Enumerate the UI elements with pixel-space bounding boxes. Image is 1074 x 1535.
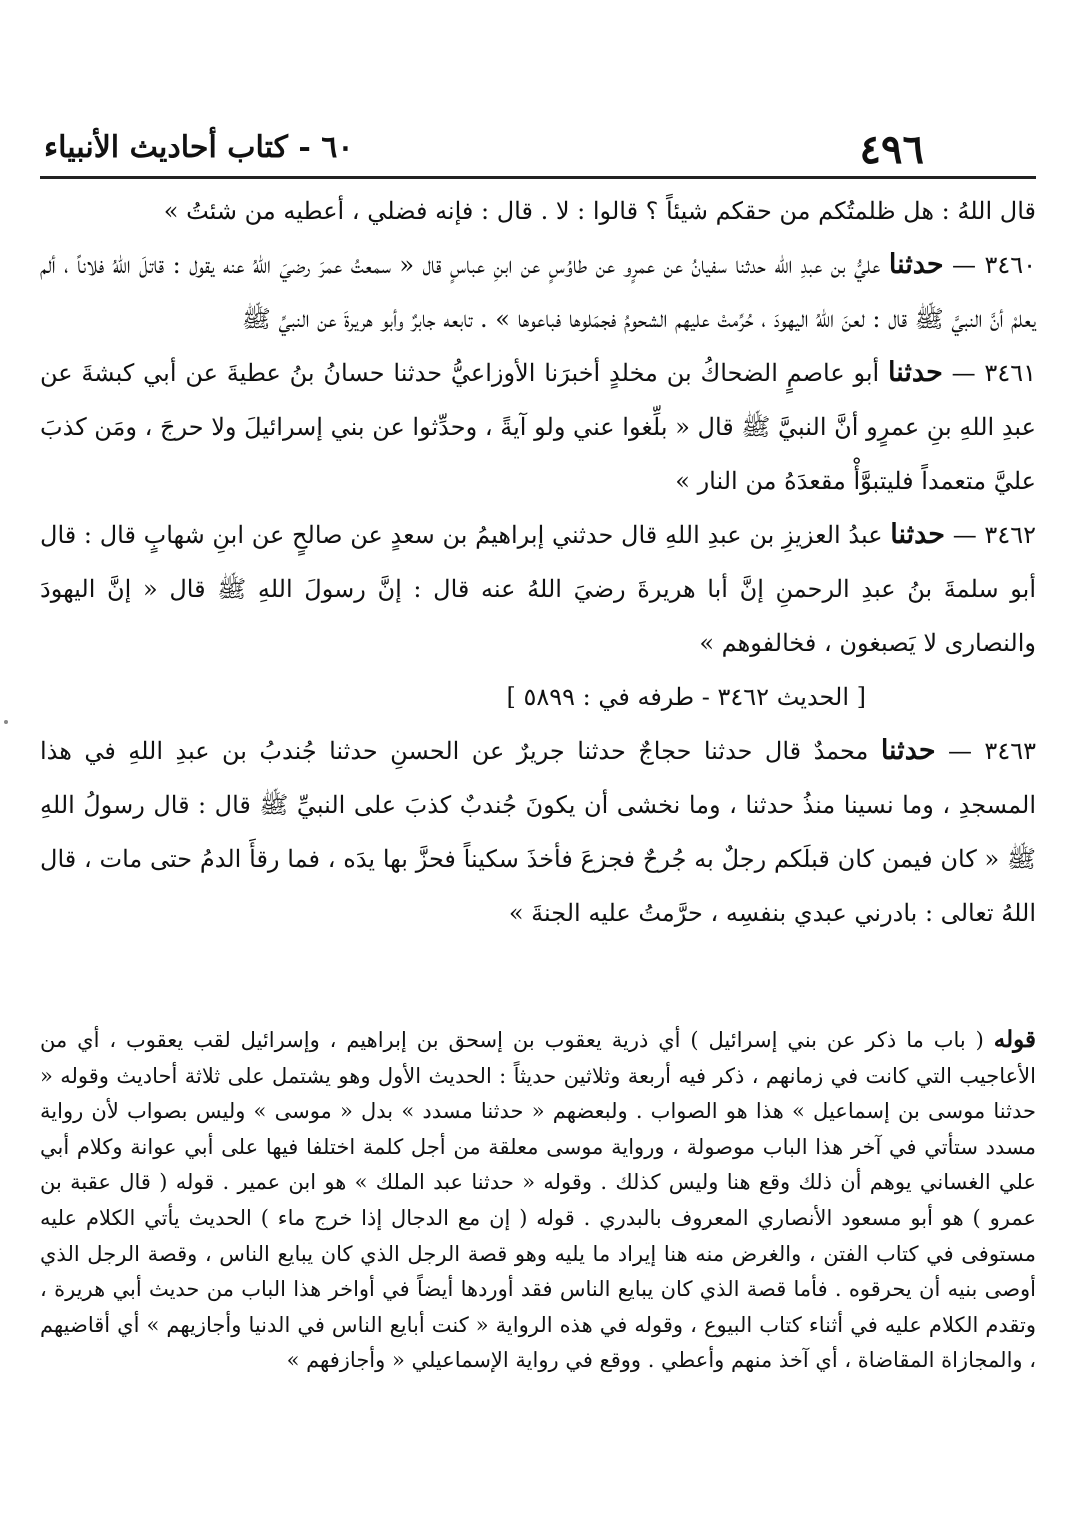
hadith-3460: ٣٤٦٠ — حدثنا عليُّ بن عبدِ الله حدثنا سفيانُ عن عمرٍو عن طاوُسٍ عن ابنِ عباسٍ قال « سمعتُ عمرَ رضيَ اللهُ عنه يقول : قاتلَ اللهُ فلاناً ، ألم يعلمْ أنَّ النبيَّ ﷺ قال : لعنَ اللهُ اليهودَ ، حُرِّمتْ عليهم الشحومُ فجمَلوها فباعوها » . تابعه جابرٌ وأبو هريرةَ عن النبيِّ ﷺ: [40, 249, 1036, 333]
haddathana-keyword: حدثنا: [888, 249, 944, 280]
running-title: ٦٠ - كتاب أحاديث الأنبياء: [44, 130, 354, 165]
hadith-text: أبو عاصمٍ الضحاكُ بن مخلدٍ أخبرَنا الأوزاعيُّ حدثنا حسانُ بنُ عطيةَ عن أبي كبشةَ عن عبدِ اللهِ بنِ عمرٍو أنَّ النبيَّ ﷺ قال « بلِّغوا عني ولو آيةً ، وحدِّثوا عن بني إسرائيلَ ولا حرجَ ، ومَن كذبَ عليَّ متعمداً فليتبوَّأْ مقعدَهُ من النار »: [40, 359, 1036, 495]
commentary-text: ( باب ما ذكر عن بني إسرائيل ) أي ذرية يعقوب بن إسحق بن إبراهيم ، وإسرائيل لقب يعقوب ، أي من الأعاجيب التي كانت في زمانهم ، ذكر فيه أربعة وثلاثين حديثاً : الحديث الأول وهو يشتمل على ثلاثة أحاديث وقوله « حدثنا موسى بن إسماعيل » هذا هو الصواب . ولبعضهم « حدثنا مسدد » بدل « موسى » وليس بصواب لأن رواية مسدد ستأتي في آخر هذا الباب موصولة ، ورواية موسى معلقة من أجل كلمة اختلفا فيها على أبي عوانة وكلام أبي علي الغساني يوهم أن ذلك وقع هنا وليس كذلك . وقوله « حدثنا عبد الملك » هو ابن عمير . قوله ( قال عقبة بن عمرو ) هو أبو مسعود الأنصاري المعروف بالبدري . قوله ( إن مع الدجال إذا خرج ماء ) الحديث يأتي الكلام عليه مستوفى في كتاب الفتن ، والغرض منه هنا إيراد ما يليه وهو قصة الرجل الذي كان يبايع الناس ، وقصة الرجل الذي أوصى بنيه أن يحرقوه . فأما قصة الذي كان يبايع الناس فقد أوردها أيضاً في أواخر هذا الباب من حديث أبي هريرة ، وتقدم الكلام عليه في أثناء كتاب البيوع ، وقوله في هذه الرواية « كنت أبايع الناس في الدنيا وأجازيهم » أي أقاضيهم ، والمجازاة المقاضاة ، أي آخذ منهم وأعطي . ووقع في رواية الإسماعيلي « وأجازفهم »: [40, 1028, 1036, 1373]
scan-mark: [4, 720, 8, 724]
hadith-number: ٣٤٦٣: [984, 737, 1036, 765]
opening-line: قال اللهُ : هل ظلمتُكم من حقكم شيئاً ؟ قالوا : لا . قال : فإنه فضلي ، أعطيه من شئتُ »: [163, 197, 1036, 225]
qawluhu-keyword: قوله: [993, 1026, 1036, 1053]
page-header: [40, 118, 1036, 176]
hadith-3463: ٣٤٦٣ — حدثنا محمدٌ قال حدثنا حجاجٌ حدثنا جريرٌ عن الحسنِ حدثنا جُندبُ بن عبدِ اللهِ في هذا المسجدِ ، وما نسينا منذُ حدثنا ، وما نخشى أن يكونَ جُندبٌ كذبَ على النبيِّ ﷺ قال : قال رسولُ اللهِ ﷺ « كان فيمن كان قبلَكم رجلٌ به جُرحٌ فجزعَ فأخذَ سكيناً فحزَّ بها يدَه ، فما رقأَ الدمُ حتى مات ، قال اللهُ تعالى : بادرني عبدي بنفسِه ، حرَّمتُ عليه الجنةَ »: [40, 735, 1036, 927]
hadith-number: ٣٤٦٠: [984, 251, 1036, 279]
haddathana-keyword: حدثنا: [890, 519, 946, 550]
page-number: ٤٩٦: [859, 126, 924, 173]
header-rule: [40, 176, 1036, 179]
hadith-section: [40, 184, 1036, 940]
hadith-text: محمدٌ قال حدثنا حجاجٌ حدثنا جريرٌ عن الحسنِ حدثنا جُندبُ بن عبدِ اللهِ في هذا المسجدِ ، وما نسينا منذُ حدثنا ، وما نخشى أن يكونَ جُندبٌ كذبَ على النبيِّ ﷺ قال : قال رسولُ اللهِ ﷺ « كان فيمن كان قبلَكم رجلٌ به جُرحٌ فجزعَ فأخذَ سكيناً فحزَّ بها يدَه ، فما رقأَ الدمُ حتى مات ، قال اللهُ تعالى : بادرني عبدي بنفسِه ، حرَّمتُ عليه الجنةَ »: [40, 737, 1036, 927]
hadith-number: ٣٤٦٢: [984, 521, 1036, 549]
haddathana-keyword: حدثنا: [888, 357, 943, 388]
hadith-3462: ٣٤٦٢ — حدثنا عبدُ العزيزِ بن عبدِ اللهِ قال حدثني إبراهيمُ بن سعدٍ عن صالحٍ عن ابنِ شهابٍ قال : قال أبو سلمةَ بنُ عبدِ الرحمنِ إنَّ أبا هريرةَ رضيَ اللهُ عنه قال : إنَّ رسولَ اللهِ ﷺ قال « إنَّ اليهودَ والنصارى لا يَصبغون ، فخالفوهم »: [40, 519, 1036, 657]
hadith-text: عليُّ بن عبدِ الله حدثنا سفيانُ عن عمرٍو عن طاوُسٍ عن ابنِ عباسٍ قال « سمعتُ عمرَ رضيَ اللهُ عنه يقول : قاتلَ اللهُ فلاناً ، ألم يعلمْ أنَّ النبيَّ ﷺ قال : لعنَ اللهُ اليهودَ ، حُرِّمتْ عليهم الشحومُ فجمَلوها فباعوها » . تابعه جابرٌ وأبو هريرةَ عن النبيِّ ﷺ: [40, 251, 1036, 333]
commentary-section: [40, 1022, 1036, 1379]
commentary-paragraph: [40, 1022, 1036, 1379]
hadith-text: عبدُ العزيزِ بن عبدِ اللهِ قال حدثني إبراهيمُ بن سعدٍ عن صالحٍ عن ابنِ شهابٍ قال : قال أبو سلمةَ بنُ عبدِ الرحمنِ إنَّ أبا هريرةَ رضيَ اللهُ عنه قال : إنَّ رسولَ اللهِ ﷺ قال « إنَّ اليهودَ والنصارى لا يَصبغون ، فخالفوهم »: [40, 521, 1036, 657]
haddathana-keyword: حدثنا: [880, 735, 936, 766]
hadith-number: ٣٤٦١: [984, 359, 1036, 387]
hadith-3461: ٣٤٦١ — حدثنا أبو عاصمٍ الضحاكُ بن مخلدٍ أخبرَنا الأوزاعيُّ حدثنا حسانُ بنُ عطيةَ عن أبي كبشةَ عن عبدِ اللهِ بنِ عمرٍو أنَّ النبيَّ ﷺ قال « بلِّغوا عني ولو آيةً ، وحدِّثوا عن بني إسرائيلَ ولا حرجَ ، ومَن كذبَ عليَّ متعمداً فليتبوَّأْ مقعدَهُ من النار »: [40, 357, 1036, 495]
hadith-reference: [ الحديث ٣٤٦٢ - طرفه في : ٥٨٩٩ ]: [506, 683, 866, 711]
